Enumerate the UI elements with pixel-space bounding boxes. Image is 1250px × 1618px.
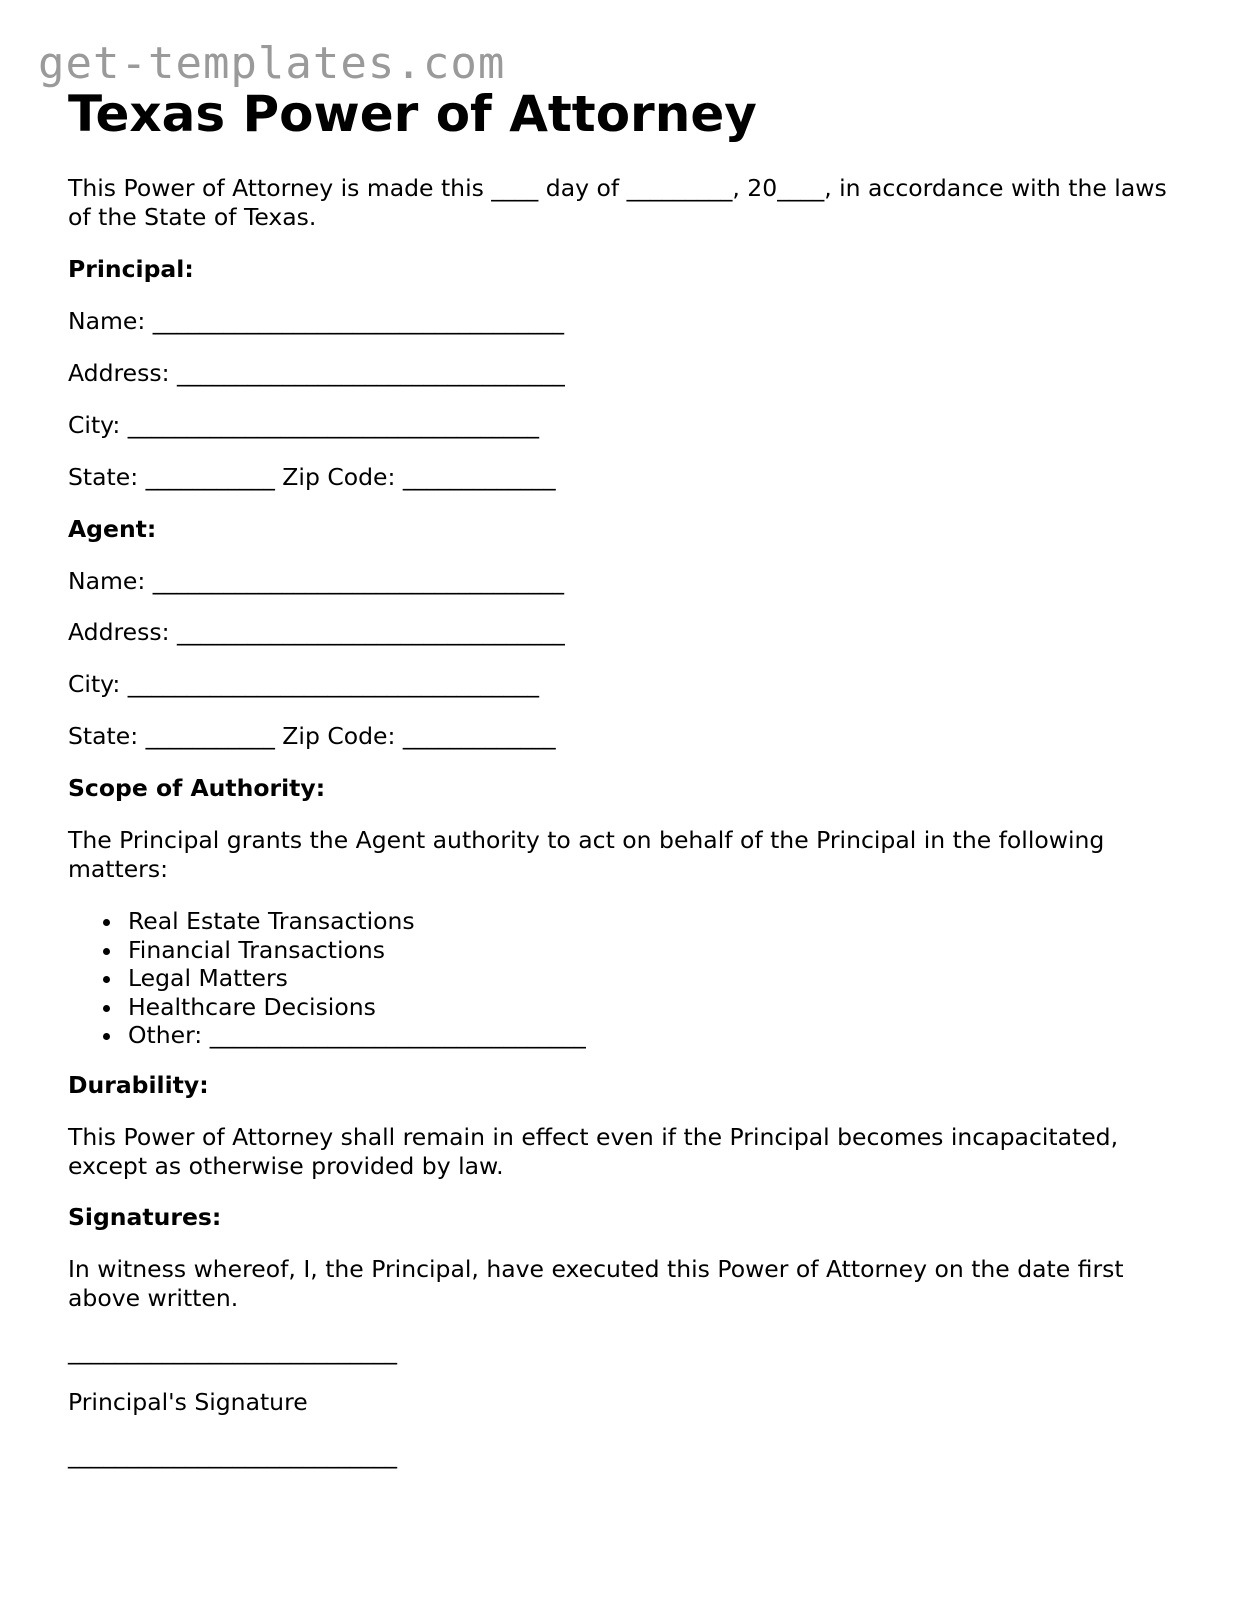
principal-signature-line: ____________________________	[68, 1337, 397, 1365]
scope-list	[68, 907, 586, 1050]
second-signature-line: ____________________________	[68, 1441, 397, 1469]
agent-heading: Agent:	[68, 515, 157, 543]
agent-name-field: Name: ___________________________________	[68, 567, 564, 595]
principal-signature-label: Principal's Signature	[68, 1388, 308, 1416]
intro-paragraph: This Power of Attorney is made this ____ day of _________, 20____, in accordance with the laws of the State of Texas.	[68, 174, 1167, 231]
agent-city-field: City: ___________________________________	[68, 670, 539, 698]
agent-address-field: Address: _________________________________	[68, 618, 565, 646]
durability-heading: Durability:	[68, 1071, 209, 1099]
agent-state-zip-field: State: ___________ Zip Code: _____________	[68, 722, 556, 750]
watermark: get-templates.com	[38, 38, 506, 89]
signatures-paragraph: In witness whereof, I, the Principal, have executed this Power of Attorney on the date first above written.	[68, 1255, 1124, 1312]
list-item: Legal Matters	[128, 964, 586, 993]
list-item: Financial Transactions	[128, 936, 586, 965]
signatures-heading: Signatures:	[68, 1203, 222, 1231]
principal-city-field: City: ___________________________________	[68, 411, 539, 439]
principal-name-field: Name: ___________________________________	[68, 307, 564, 335]
list-item: Healthcare Decisions	[128, 993, 586, 1022]
principal-address-field: Address: _________________________________	[68, 359, 565, 387]
list-item: Other: ________________________________	[128, 1021, 586, 1049]
durability-paragraph: This Power of Attorney shall remain in effect even if the Principal becomes incapacitated, except as otherwise provided by law.	[68, 1123, 1119, 1180]
scope-paragraph: The Principal grants the Agent authority to act on behalf of the Principal in the following matters:	[68, 826, 1105, 883]
list-item: Real Estate Transactions	[128, 907, 586, 936]
principal-state-zip-field: State: ___________ Zip Code: _____________	[68, 463, 556, 491]
scope-heading: Scope of Authority:	[68, 774, 326, 802]
principal-heading: Principal:	[68, 255, 194, 283]
document-title: Texas Power of Attorney	[68, 85, 757, 143]
